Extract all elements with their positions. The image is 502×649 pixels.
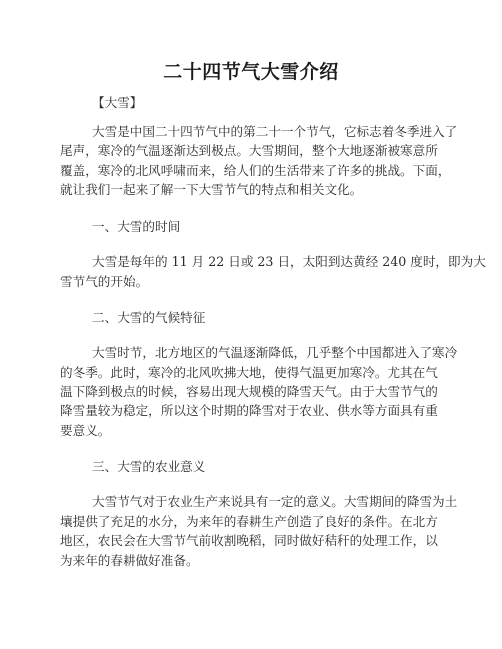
section-heading: 二、大雪的气候特征 [92,310,206,325]
paragraph-line: 雪节气的开始。 [60,274,149,289]
paragraph-line: 为来年的春耕做好准备。 [60,553,199,568]
paragraph-line: 大雪时节，北方地区的气温逐渐降低，几乎整个中国都进入了寒冷 [92,345,458,360]
paragraph-line: 大雪是每年的 11 月 22 日或 23 日，太阳到达黄经 240 度时，即为大 [92,254,486,269]
paragraph-line: 壤提供了充足的水分，为来年的春耕生产创造了良好的条件。在北方 [60,514,438,529]
intro-line: 大雪是中国二十四节气中的第二十一个节气，它标志着冬季进入了 [92,124,458,139]
paragraph-line: 的冬季。此时，寒冷的北风吹拂大地，使得气温更加寒冷。尤其在气 [60,365,438,380]
paragraph-line: 大雪节气对于农业生产来说具有一定的意义。大雪期间的降雪为土 [92,494,458,509]
paragraph-line: 地区，农民会在大雪节气前收割晚稻，同时做好秸秆的处理工作，以 [60,533,438,548]
section-heading: 一、大雪的时间 [92,219,181,234]
section-heading: 三、大雪的农业意义 [92,459,206,474]
section-tag: 【大雪】 [92,95,143,110]
intro-line: 尾声，寒冷的气温逐渐达到极点。大雪期间，整个大地逐渐被寒意所 [60,143,438,158]
paragraph-line: 要意义。 [60,423,111,438]
paragraph-line: 温下降到极点的时候，容易出现大规模的降雪天气。由于大雪节气的 [60,384,438,399]
intro-line: 覆盖，寒冷的北风呼啸而来，给人们的生活带来了许多的挑战。下面， [60,163,451,178]
intro-line: 就让我们一起来了解一下大雪节气的特点和相关文化。 [60,182,363,197]
paragraph-line: 降雪量较为稳定，所以这个时期的降雪对于农业、供水等方面具有重 [60,403,438,418]
document-title: 二十四节气大雪介绍 [163,61,339,83]
